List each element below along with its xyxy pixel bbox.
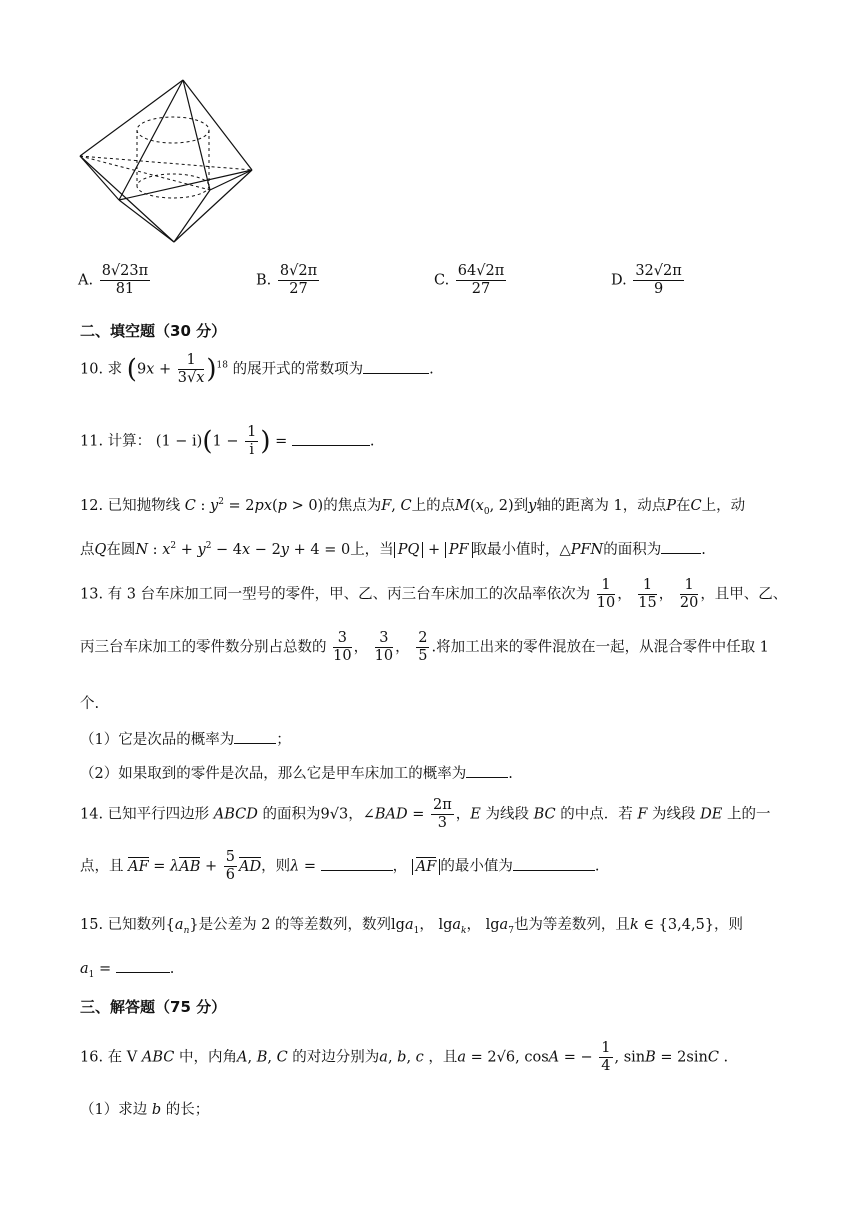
question-13-sub-1: （1）它是次品的概率为 ； [80,732,291,748]
option-c-fraction: $\frac{64√2\pi}{27}$ [457,263,505,297]
question-14-line-2: 点，且 AF = λAB + $\frac{5}{6}$ AD，则λ = ， AF 的最小值为 . [80,849,600,883]
question-11: 11. 计算： (1 − i)(1 − $\frac{1}{i}$ ) = . [80,424,375,458]
question-12-line-2: 点Q在圆N : $x^2 + y^2 - 4x - 2y + 4 = 0$上，当 PQ + PF 取最小值时，△PFN的面积为 . [80,541,706,558]
question-15-line-2: $a_1$ = . [80,961,175,980]
option-c[interactable]: C. $\frac{64√2\pi}{27}$ [434,263,505,297]
question-15-line-1: 15. 已知数列$\{a_n\}$是公差为 2 的等差数列，数列lga$_1$， lga$_k$， lga$_7$也为等差数列，且k ∈ {3,4,5}，则 [80,917,744,936]
option-d[interactable]: D. $\frac{32√2\pi}{9}$ [611,263,682,297]
question-13-sub-2: （2）如果取到的零件是次品，那么它是甲车床加工的概率为 . [80,766,513,782]
option-d-fraction: $\frac{32√2\pi}{9}$ [635,263,682,297]
option-b-fraction: $\frac{8√2\pi}{27}$ [279,263,318,297]
question-13-line-2: 丙三台车床加工的零件数分别占总数的 $\frac{3}{10}$ ， $\frac{3}{10}$ ， $\frac{2}{5}$ .将加工出来的零件混放在一起，从混合零件中任取 1 [80,630,769,664]
question-13-line-1: 13. 有 3 台车床加工同一型号的零件，甲、乙、丙三台车床加工的次品率依次为 $\frac{1}{10}$ ， $\frac{1}{15}$ ， $\frac{1}{20}$ ，且甲、乙、 [80,577,788,611]
option-a-fraction: $\frac{8√23\pi}{81}$ [101,263,149,297]
question-14-line-1: 14. 已知平行四边形 ABCD 的面积为9√3，∠BAD = $\frac{2\pi}{3}$ ，E 为线段 BC 的中点．若 F 为线段 DE 上的一 [80,797,771,831]
question-16-sub-1: （1）求边 b 的长； [80,1102,210,1118]
section-heading-fill-in: 二、填空题（30 分） [80,322,227,340]
question-13-line-3: 个. [80,696,100,712]
option-b[interactable]: B. $\frac{8√2\pi}{27}$ [256,263,318,297]
question-16: 16. 在 V ABC 中，内角A, B, C 的对边分别为a, b, c ，且a = 2√6, cosA = − $\frac{1}{4}$ , sinB = 2sinC . [80,1040,729,1074]
octahedron-cylinder-figure [70,70,270,250]
section-heading-solutions: 三、解答题（75 分） [80,998,227,1016]
option-a[interactable]: A. $\frac{8√23\pi}{81}$ [78,263,149,297]
question-10: 10. 求 (9x + $\frac{1}{3√x}$ )$^{18}$ 的展开式的常数项为 . [80,352,434,386]
question-12-line-1: 12. 已知抛物线 C : $y^2 = 2px(p > 0)$的焦点为F, C上的点$M(x_0$, 2)到y轴的距离为 1，动点P在C上，动 [80,497,746,517]
